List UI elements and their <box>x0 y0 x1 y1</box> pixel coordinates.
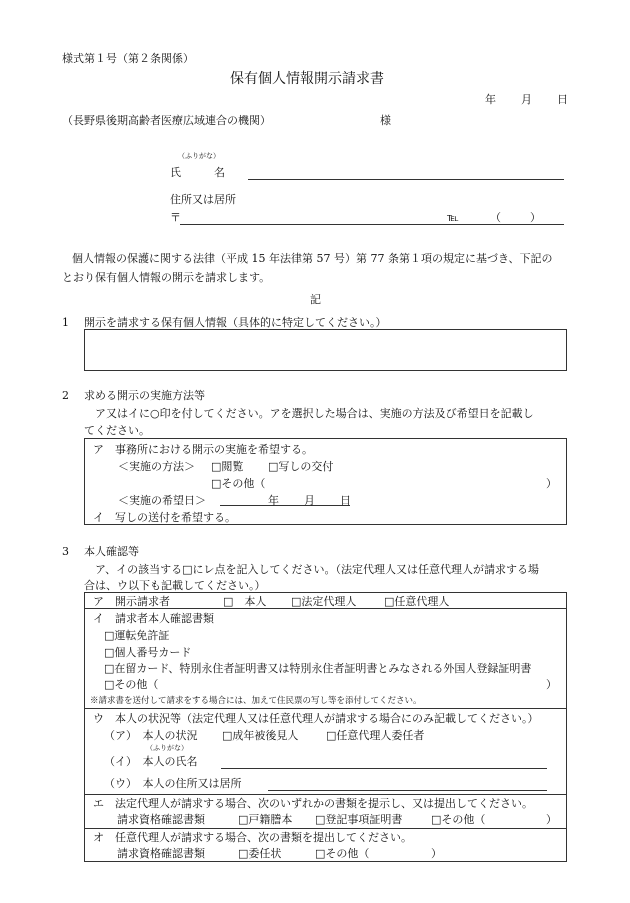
method-other-checkbox[interactable]: □その他（ <box>211 477 266 490</box>
method-other-paren-close: ） <box>546 477 557 490</box>
address-field[interactable] <box>180 224 564 225</box>
id-documents-label: イ 請求者本人確認書類 <box>93 612 214 625</box>
legal-agent-qualification-label: 請求資格確認書類 <box>117 813 205 826</box>
intro-line-1: 個人情報の保護に関する法律（平成 15 年法律第 57 号）第 77 条第１項の規定に基づき、下記の <box>72 252 553 265</box>
principal-address-label: （ウ） 本人の住所又は居所 <box>104 777 242 790</box>
power-of-attorney-checkbox[interactable]: □委任状 <box>238 847 282 860</box>
id-mynumber-checkbox[interactable]: □個人番号カード <box>104 646 192 659</box>
address-label: 住所又は居所 <box>170 193 236 206</box>
legal-agent-docs-label: エ 法定代理人が請求する場合、次のいずれかの書類を提示し、又は提出してください。 <box>93 797 533 810</box>
legal-agent-other-checkbox[interactable]: □その他（ <box>431 813 486 826</box>
desired-date-month: 月 <box>304 494 315 507</box>
principal-address-field[interactable] <box>268 790 547 791</box>
section-3-title: 本人確認等 <box>84 545 139 558</box>
recipient-honorific: 様 <box>380 114 391 127</box>
id-license-checkbox[interactable]: □運転免許証 <box>104 629 170 642</box>
principal-ward-checkbox[interactable]: □成年被後見人 <box>222 729 299 742</box>
section-1-number: 1 <box>62 316 69 329</box>
method-view-checkbox[interactable]: □閲覧 <box>211 460 244 473</box>
date-day-label: 日 <box>557 93 568 106</box>
id-other-checkbox[interactable]: □その他（ <box>104 678 159 691</box>
ki-heading: 記 <box>310 293 321 306</box>
date-month-label: 月 <box>521 93 532 106</box>
name-furigana-label: （ふりがな） <box>178 152 220 160</box>
date-year-label: 年 <box>485 93 496 106</box>
section-3-note-2: 合は、ウ以下も記載してください。） <box>84 579 266 592</box>
section-1-title: 開示を請求する保有個人情報（具体的に特定してください。） <box>84 316 387 329</box>
postal-mark: 〒 <box>170 211 181 224</box>
id-other-paren-close: ） <box>546 678 557 691</box>
method-label: ＜実施の方法＞ <box>118 460 195 473</box>
section-3-divider-e <box>84 828 567 829</box>
name-field[interactable] <box>248 179 564 180</box>
intro-line-2: とおり保有個人情報の開示を請求します。 <box>62 271 271 284</box>
section-3-divider-u <box>84 794 567 795</box>
section-2-note-1: ア又はイに○印を付してください。アを選択した場合は、実施の方法及び希望日を記載し <box>95 407 534 420</box>
voluntary-agent-docs-label: オ 任意代理人が請求する場合、次の書類を提出してください。 <box>93 831 412 844</box>
desired-date-year: 年 <box>268 494 279 507</box>
principal-name-label: （イ） 本人の氏名 <box>104 755 198 768</box>
section-3-number: 3 <box>62 545 69 558</box>
family-register-checkbox[interactable]: □戸籍謄本 <box>238 813 293 826</box>
voluntary-agent-other-paren-close: ） <box>431 847 442 860</box>
tel-paren-close: ） <box>530 211 541 224</box>
section-2-option-i[interactable]: イ 写しの送付を希望する。 <box>93 511 236 524</box>
principal-name-field[interactable] <box>221 768 547 769</box>
id-residence-card-checkbox[interactable]: □在留カード、特別永住者証明書又は特別永住者証明書とみなされる外国人登録証明書 <box>104 662 532 675</box>
recipient-agency: （長野県後期高齢者医療広域連合の機関） <box>62 114 271 127</box>
section-3-note-1: ア、イの該当する□にレ点を記入してください。（法定代理人又は任意代理人が請求する場 <box>95 563 540 576</box>
desired-date-field[interactable] <box>220 505 350 506</box>
registration-certificate-checkbox[interactable]: □登記事項証明書 <box>315 813 403 826</box>
section-1-input-box[interactable] <box>84 329 567 371</box>
tel-paren-open: （ <box>490 211 501 224</box>
form-title: 保有個人情報開示請求書 <box>230 71 384 87</box>
principal-condition-label: （ア） 本人の状況 <box>104 729 198 742</box>
desired-date-day: 日 <box>340 494 351 507</box>
section-3-divider-i <box>84 708 567 709</box>
voluntary-agent-other-checkbox[interactable]: □その他（ <box>315 847 370 860</box>
voluntary-agent-qualification-label: 請求資格確認書類 <box>117 847 205 860</box>
requester-label: ア 開示請求者 <box>93 595 170 608</box>
form-number: 様式第１号（第２条関係） <box>62 52 194 65</box>
requester-legal-agent-checkbox[interactable]: □法定代理人 <box>291 595 357 608</box>
section-2-number: 2 <box>62 389 69 402</box>
id-documents-note: ※請求書を送付して請求をする場合には、加えて住民票の写し等を添付してください。 <box>90 696 422 706</box>
section-2-note-2: てください。 <box>84 424 150 437</box>
section-2-title: 求める開示の実施方法等 <box>84 389 205 402</box>
requester-voluntary-agent-checkbox[interactable]: □任意代理人 <box>384 595 450 608</box>
principal-status-label: ウ 本人の状況等（法定代理人又は任意代理人が請求する場合にのみ記載してください。） <box>93 712 539 725</box>
principal-furigana-label: （ふりがな） <box>146 744 188 752</box>
name-label: 氏 名 <box>170 166 225 179</box>
requester-self-checkbox[interactable]: □ 本人 <box>223 595 267 608</box>
method-copy-checkbox[interactable]: □写しの交付 <box>268 460 334 473</box>
legal-agent-other-paren-close: ） <box>546 813 557 826</box>
section-2-option-a[interactable]: ア 事務所における開示の実施を希望する。 <box>93 443 313 456</box>
principal-delegator-checkbox[interactable]: □任意代理人委任者 <box>326 729 425 742</box>
desired-date-label: ＜実施の希望日＞ <box>118 494 206 507</box>
tel-mark: ℡ <box>447 211 459 224</box>
